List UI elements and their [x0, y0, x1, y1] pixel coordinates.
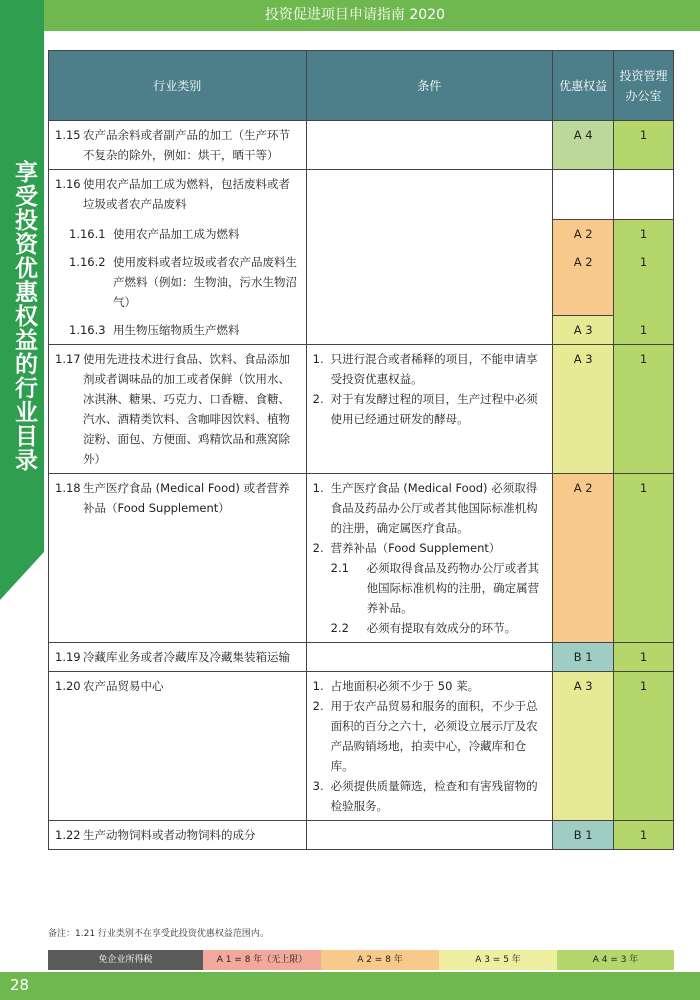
row-category: 用生物压缩物质生产燃料	[113, 322, 240, 337]
table-row	[49, 344, 674, 473]
row-number: 1.16.2	[69, 254, 106, 269]
row-number: 1.18	[55, 480, 81, 495]
header-rule	[44, 30, 700, 34]
benefit-badge: A 2	[573, 254, 593, 269]
condition-text: 必须取得食品及药物办公厅或者其他国际标准机构的注册，确定属营养补品。	[366, 560, 540, 615]
condition-number: 3.	[312, 778, 324, 793]
row-category: 农产品余料或者副产品的加工（生产环节不复杂的除外，例如：烘干，晒干等）	[83, 128, 290, 162]
office-value: 1	[639, 322, 648, 337]
header-benefit: 优惠权益	[553, 51, 614, 121]
benefit-badge: A 2	[573, 227, 593, 241]
row-category: 使用先进技术进行食品、饮料、食品添加剂或者调味品的加工或者保鲜（饮用水、冰淇淋、糖果、巧克力、口香糖、食糖、汽水、酒精类饮料、含咖啡因饮料、植物淀粉、面包、方便面、鸡精饮品和燕窝除外）	[83, 351, 290, 466]
office-value: 1	[639, 254, 648, 269]
guide-title: 投资促进项目申请指南 2020	[264, 7, 445, 23]
row-category: 使用农产品加工成为燃料，包括废料或者垃圾或者农产品废料	[83, 177, 290, 211]
condition-number: 2.2	[330, 620, 349, 635]
benefit-badge: A 4	[573, 128, 593, 142]
table-row	[49, 642, 674, 671]
benefit-badge: B 1	[573, 649, 593, 664]
table-row	[49, 671, 674, 820]
office-value: 1	[639, 480, 648, 495]
condition-text: 用于农产品贸易和服务的面积，不少于总面积的百分之六十，必须设立展示厅及农产品购销场地，拍卖中心，冷藏库和仓库。	[330, 698, 538, 773]
table-row	[49, 473, 674, 642]
benefit-badge: B 1	[573, 827, 593, 842]
row-number: 1.16.3	[69, 322, 106, 337]
office-value: 1	[639, 128, 648, 142]
table-row	[49, 121, 674, 170]
industry-table	[48, 50, 674, 850]
condition-text: 必须提供质量筛选，检查和有害残留物的检验服务。	[330, 778, 538, 813]
row-category: 农产品贸易中心	[83, 678, 164, 693]
benefit-badge: A 3	[573, 678, 593, 693]
row-category: 生产医疗食品 (Medical Food) 或者营养补品（Food Supplement）	[83, 480, 290, 515]
legend-tax-exempt: 免企业所得税	[48, 950, 203, 970]
row-category: 生产动物饲料或者动物饲料的成分	[83, 827, 256, 842]
page-number: 28	[10, 976, 30, 994]
row-number: 1.15	[55, 128, 81, 142]
header-conditions: 条件	[306, 51, 553, 121]
benefit-badge: A 3	[573, 323, 593, 337]
row-category: 冷藏库业务或者冷藏库及冷藏集装箱运输	[83, 649, 290, 664]
table-row	[49, 316, 674, 345]
condition-number: 2.	[312, 391, 324, 406]
table-row	[49, 220, 674, 248]
condition-number: 1.	[312, 351, 324, 366]
condition-number: 1.	[312, 678, 324, 693]
table-row	[49, 170, 674, 220]
row-category: 使用废料或者垃圾或者农产品废料生产燃料（例如：生物油，污水生物沼气）	[113, 254, 297, 309]
office-value: 1	[639, 227, 648, 241]
condition-number: 2.1	[330, 560, 349, 575]
row-category: 使用农产品加工成为燃料	[113, 226, 240, 241]
table-row	[49, 248, 674, 316]
condition-text: 占地面积必须不少于 50 莱。	[330, 678, 480, 693]
header-office: 投资管理办公室	[614, 51, 674, 121]
condition-number: 1.	[312, 480, 324, 495]
header-category: 行业类别	[49, 51, 307, 121]
legend-a3: A 3 = 5 年	[439, 950, 557, 970]
office-value: 1	[639, 827, 648, 842]
row-number: 1.19	[55, 649, 81, 664]
condition-text: 营养补品（Food Supplement）	[330, 540, 501, 555]
side-title: 享受投资优惠权益的行业目录	[11, 160, 37, 472]
legend-a1: A 1 = 8 年（无上限）	[203, 950, 321, 970]
condition-text: 生产医疗食品 (Medical Food) 必须取得食品及药品办公厅或者其他国际标准机构的注册，确定属医疗食品。	[330, 480, 538, 535]
row-number: 1.16	[55, 177, 81, 191]
condition-text: 只进行混合或者稀释的项目，不能申请享受投资优惠权益。	[330, 351, 538, 386]
row-number: 1.22	[55, 827, 81, 842]
row-number: 1.16.1	[69, 226, 106, 241]
row-number: 1.17	[55, 351, 81, 366]
table-header-row	[49, 51, 674, 121]
footnote: 备注：1.21 行业类别不在享受此投资优惠权益范围内。	[48, 929, 269, 939]
row-number: 1.20	[55, 678, 81, 693]
condition-text: 对于有发酵过程的项目，生产过程中必须使用已经通过研发的酵母。	[330, 391, 538, 426]
condition-text: 必须有提取有效成分的环节。	[366, 620, 517, 635]
table-row	[49, 820, 674, 849]
benefit-badge: A 2	[573, 480, 593, 495]
benefit-badge: A 3	[573, 351, 593, 366]
condition-number: 2.	[312, 698, 324, 713]
office-value: 1	[639, 351, 648, 366]
footer-bar	[0, 972, 700, 1000]
office-value: 1	[639, 649, 648, 664]
legend-a2: A 2 = 8 年	[321, 950, 439, 970]
office-value: 1	[639, 678, 648, 693]
legend-a4: A 4 = 3 年	[557, 950, 674, 970]
condition-number: 2.	[312, 540, 324, 555]
benefit-legend	[48, 950, 674, 970]
